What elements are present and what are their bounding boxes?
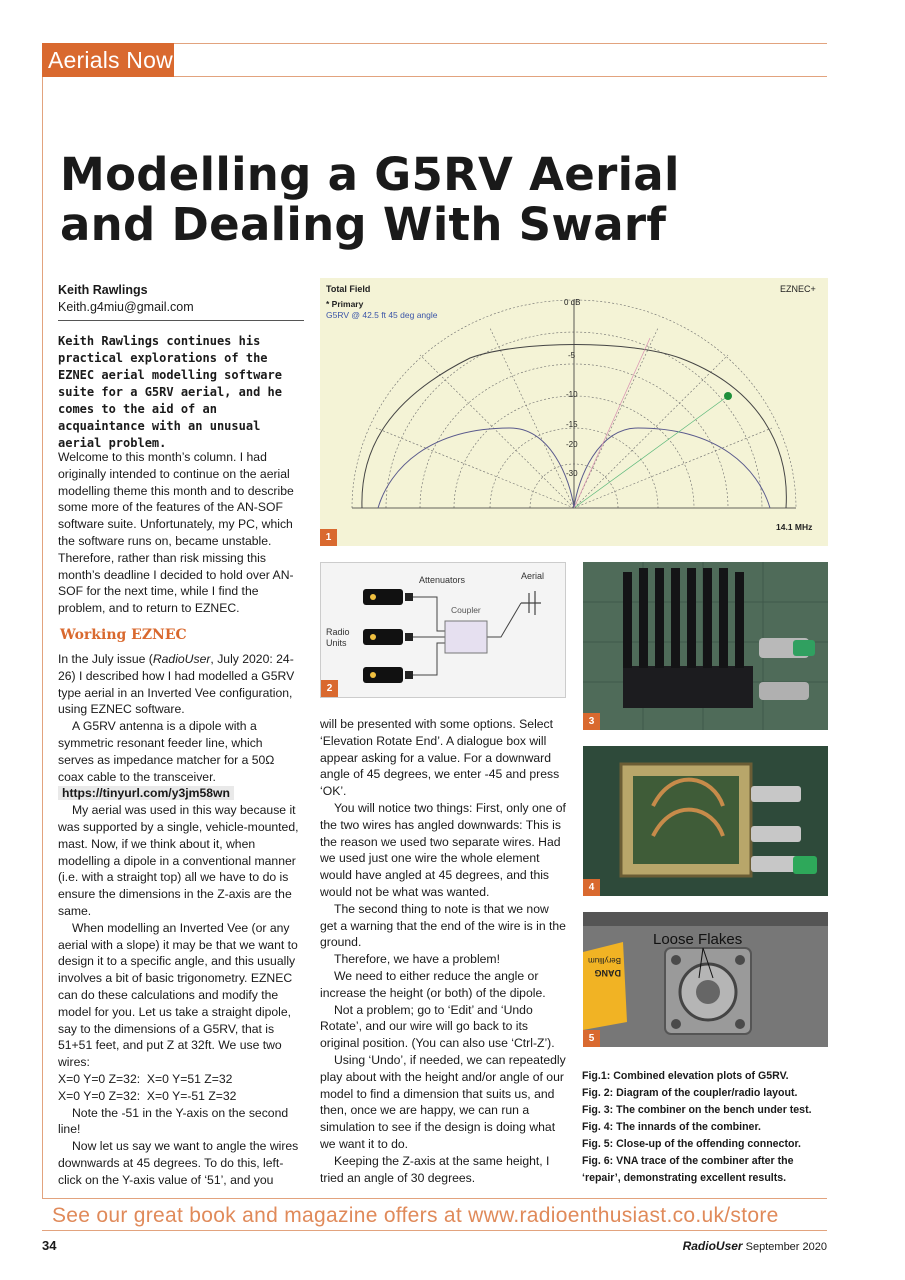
header-rule-bottom [174, 76, 827, 77]
byline [58, 282, 304, 316]
magazine-name: RadioUser [682, 1239, 743, 1253]
radio-label-1: Radio [326, 627, 350, 637]
code-line-1: X=0 Y=0 Z=32: X=0 Y=51 Z=32 [58, 1071, 233, 1086]
plot-frequency: 14.1 MHz [776, 522, 813, 532]
title-line-1: Modelling a G5RV Aerial [60, 148, 680, 201]
c2-paragraph-4: Therefore, we have a problem! [334, 952, 500, 967]
caption-fig5: Fig. 5: Close-up of the offending connector. [582, 1138, 801, 1150]
caption-fig4: Fig. 4: The innards of the combiner. [582, 1121, 761, 1133]
paragraph-3: My aerial was used in this way because it was supported by a single, vehicle-mounted, mast. Now, if we think about it, when modelling a dipole in a conventional manner (i.e. with a straight top) all we have to do is ensure the dimensions in the Z-axis are the same. [58, 803, 299, 918]
innards-photo [583, 746, 828, 896]
reference-link[interactable]: https://tinyurl.com/y3jm58wn [58, 786, 234, 800]
footer-issue [683, 1239, 827, 1253]
connector-photo [583, 912, 828, 1047]
tick-5: -5 [568, 351, 576, 360]
tick-0db: 0 dB [564, 298, 581, 307]
promo-banner[interactable]: See our great book and magazine offers at www.radioenthusiast.co.uk/store [52, 1204, 779, 1227]
issue-date: September 2020 [745, 1241, 827, 1253]
figure-2-coupler-diagram [320, 562, 566, 698]
coupler-label: Coupler [451, 605, 481, 615]
figure-3-photo-combiner [583, 562, 828, 730]
section-label: Aerials Now [42, 43, 174, 77]
plot-brand: EZNEC+ [780, 284, 816, 294]
figure-4-photo-innards [583, 746, 828, 896]
figure-5-photo-connector [583, 912, 828, 1047]
figure-captions [582, 1068, 828, 1187]
author-name: Keith Rawlings [58, 283, 148, 297]
radio-label-2: Units [326, 638, 347, 648]
left-margin-rule [42, 76, 43, 1198]
paragraph-1: In the July issue (RadioUser, July 2020: 24-26) I described how I had modelled a G5RV type aerial in an Inverted Vee configuration, using EZNEC software. [58, 652, 295, 717]
caption-fig2: Fig. 2: Diagram of the coupler/radio layout. [582, 1087, 798, 1099]
loose-flakes-label: Loose Flakes [653, 931, 743, 948]
c2-paragraph-8: Keeping the Z-axis at the same height, I tried an angle of 30 degrees. [320, 1153, 550, 1185]
footer-rule-bottom [42, 1230, 827, 1231]
c2-paragraph-1: will be presented with some options. Select ‘Elevation Rotate End’. A dialogue box will appear asking for a value. For a downward angle of 45 degrees, we enter -45 and press ‘OK’. [320, 717, 560, 799]
plot-primary-label: * Primary [326, 299, 364, 309]
figure-1-number: 1 [320, 529, 337, 546]
tick-20: -20 [566, 440, 578, 449]
figure-2-number: 2 [321, 680, 338, 697]
standfirst: Keith Rawlings continues his practical explorations of the EZNEC aerial modelling software suite for a G5RV aerial, and he comes to the aid of an acquaintance with an unusual aerial problem. [58, 334, 282, 450]
coupler-box [445, 621, 487, 653]
c2-paragraph-7: Using ‘Undo’, if needed, we can repeatedly play about with the height and/or angle of our model to find a dimension that suits us, and then, once we are happy, we can run a simulation to see if the design is doing what we want it to do. [320, 1052, 566, 1151]
tick-10: -10 [566, 390, 578, 399]
column-2 [320, 716, 566, 1186]
byline-rule [58, 320, 304, 321]
subheading: Working EZNEC [60, 627, 187, 643]
article-title [60, 150, 820, 250]
intro-text: Welcome to this month’s column. I had originally intended to continue on the aerial modelling theme this month and to describe some more of the features of the AN-SOF software suite. Unfortunately, my PC, which the software runs on, became unstable. Therefore, rather than risk missing this month’s deadline I decided to hold over AN-SOF for the next time, while I find the problem, and to return to EZNEC. [58, 450, 294, 616]
aerial-label: Aerial [521, 571, 545, 581]
radio-unit-icons [363, 589, 403, 683]
c2-paragraph-5: We need to either reduce the angle or increase the height (or both) of the dipole. [320, 968, 546, 1000]
caption-fig3: Fig. 3: The combiner on the bench under test. [582, 1104, 812, 1116]
paragraph-2: A G5RV antenna is a dipole with a symmetric resonant feeder line, which serves as impedance matcher for a 50Ω coax cable to the transceiver. [58, 719, 275, 784]
page-number: 34 [42, 1238, 57, 1253]
paragraph-5: Note the -51 in the Y-axis on the second line! [58, 1105, 289, 1137]
c2-paragraph-6: Not a problem; go to ‘Edit’ and ‘Undo Rotate’, and our wire will go back to its original position. (You can also use ‘Ctrl-Z’). [320, 1002, 555, 1051]
plot-title: Total Field [326, 284, 371, 294]
elevation-plot-svg [320, 278, 828, 546]
figure-1-elevation-plot [320, 278, 828, 546]
coupler-diagram-svg [321, 563, 566, 698]
author-email[interactable]: Keith.g4miu@gmail.com [58, 300, 194, 314]
intro-paragraph [58, 449, 300, 617]
code-line-2: X=0 Y=0 Z=32: X=0 Y=-51 Z=32 [58, 1088, 237, 1103]
heatsink-photo [583, 562, 828, 730]
figure-3-number: 3 [583, 713, 600, 730]
c2-paragraph-3: The second thing to note is that we now get a warning that the end of the wire is in the ground. [320, 901, 566, 950]
paragraph-6: Now let us say we want to angle the wires downwards at 45 degrees. To do this, left-click on the Y-axis value of ‘51’, and you [58, 1139, 299, 1187]
title-line-2: and Dealing With Swarf [60, 198, 667, 251]
c2-paragraph-2: You will notice two things: First, only one of the two wires has angled downwards: This is the reason we used two separate wires. Had we used just one wire the whole element would have angled at 45 degrees, and this would not be what was wanted. [320, 800, 566, 899]
caption-fig6: Fig. 6: VNA trace of the combiner after the ‘repair’, demonstrating excellent results. [582, 1155, 794, 1184]
attenuators-label: Attenuators [419, 575, 466, 585]
cursor-marker [724, 392, 732, 400]
paragraph-4: When modelling an Inverted Vee (or any aerial with a slope) it may be that we want to design it to a specific angle, and this usually involves a bit of basic trigonometry. EZNEC can do these calculations and modify the model for you. Let us take a straight dipole, say to the dimensions of a G5RV, that is 51+51 feet, and put Z at 32ft. We use two wires: [58, 920, 298, 1070]
caption-fig1: Fig.1: Combined elevation plots of G5RV. [582, 1070, 789, 1082]
tick-30: -30 [566, 469, 578, 478]
reference-link-row [58, 785, 300, 802]
beryllium-sticker-text: Beryllium [588, 956, 621, 965]
column-1 [58, 651, 300, 1189]
plot-trace-label: G5RV @ 42.5 ft 45 deg angle [326, 310, 438, 320]
figure-5-number: 5 [583, 1030, 600, 1047]
footer-rule-top [42, 1198, 827, 1199]
tick-15: -15 [566, 420, 578, 429]
danger-sticker-text: DANG [594, 968, 621, 978]
figure-4-number: 4 [583, 879, 600, 896]
